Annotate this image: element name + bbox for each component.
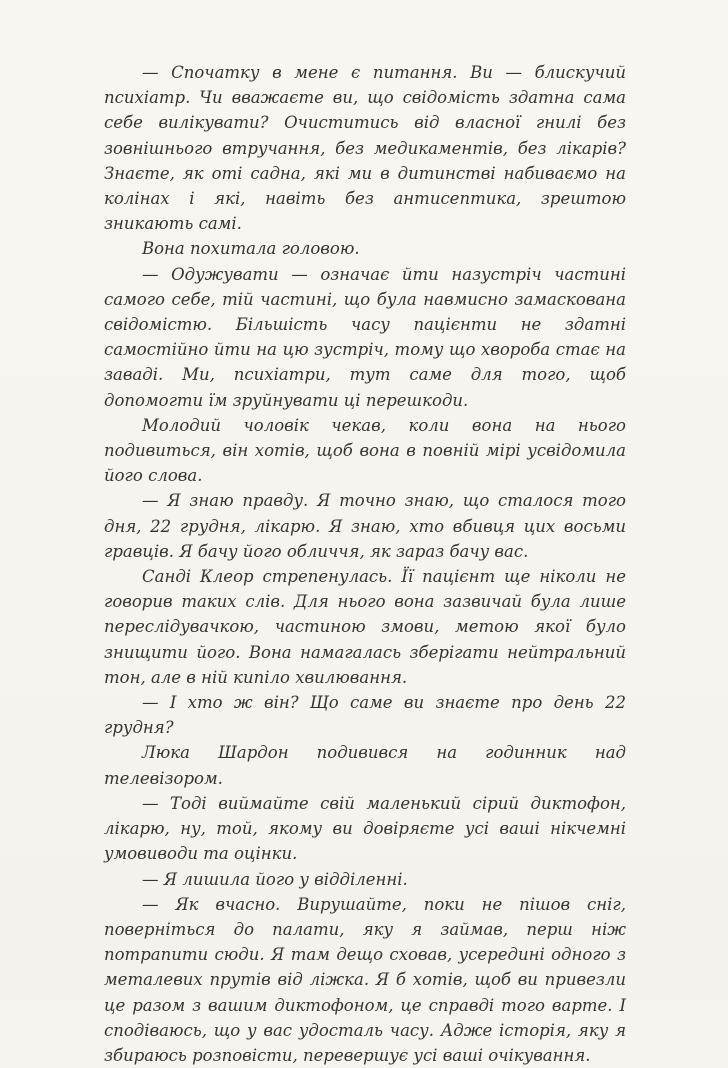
paragraph: Вона похитала головою. — [142, 239, 360, 259]
paragraph: — Спочатку в мене є питання. Ви — блискучий психіатр. Чи вважаєте ви, що свідомість здатна сама себе вилікувати? Очиститись від власної гнилі без зовнішнього втручання, без медикаментів, без лікарів? Знаєте, як оті садна, які ми в дитинстві набиваємо на колінах і які, навіть без антисептика, зрештою зникають самі. — [104, 63, 626, 234]
paragraph: — Я знаю правду. Я точно знаю, що сталося того дня, 22 грудня, лікарю. Я знаю, хто вбивця цих восьми гравців. Я бачу його обличчя, як зараз бачу вас. — [104, 491, 626, 561]
page-text-block — [104, 60, 626, 1068]
paragraph: Санді Клеор стрепенулась. Її пацієнт ще ніколи не говорив таких слів. Для нього вона зазвичай була лише переслідувачкою, частиною змови, метою якої було знищити його. Вона намагалась зберігати нейтральний тон, але в ній кипіло хвилювання. — [104, 567, 626, 687]
paragraph: Люка Шардон подивився на годинник над телевізором. — [104, 743, 626, 788]
paragraph: — І хто ж він? Що саме ви знаєте про день 22 грудня? — [104, 693, 626, 738]
paragraph: Молодий чоловік чекав, коли вона на нього подивиться, він хотів, щоб вона в повній мірі усвідомила його слова. — [104, 415, 626, 486]
paragraph: — Я лишила його у відділенні. — [142, 869, 408, 889]
paragraph: — Як вчасно. Вирушайте, поки не пішов сніг, поверніться до палати, яку я займав, перш ніж потрапити сюди. Я там дещо сховав, усередині одного з металевих прутів від ліжка. Я б хотів, щоб ви привезли це разом з вашим диктофоном, це справді того варте. І сподіваюсь, що у вас удосталь часу. Адже історія, яку я збираюсь розповісти, перевершує усі ваші очікування. — [104, 894, 626, 1065]
paragraph: — Одужувати — означає йти назустріч частині самого себе, тій частині, що була навмисно замаскована свідомістю. Більшість часу пацієнти не здатні самостійно йти на цю зустріч, тому що хвороба стає на заваді. Ми, психіатри, тут саме для того, щоб допомогти їм зруйнувати ці перешкоди. — [104, 264, 626, 410]
paragraph: — Тоді виймайте свій маленький сірий диктофон, лікарю, ну, той, якому ви довіряєте усі ваші нікчемні умовиводи та оцінки. — [104, 793, 626, 864]
